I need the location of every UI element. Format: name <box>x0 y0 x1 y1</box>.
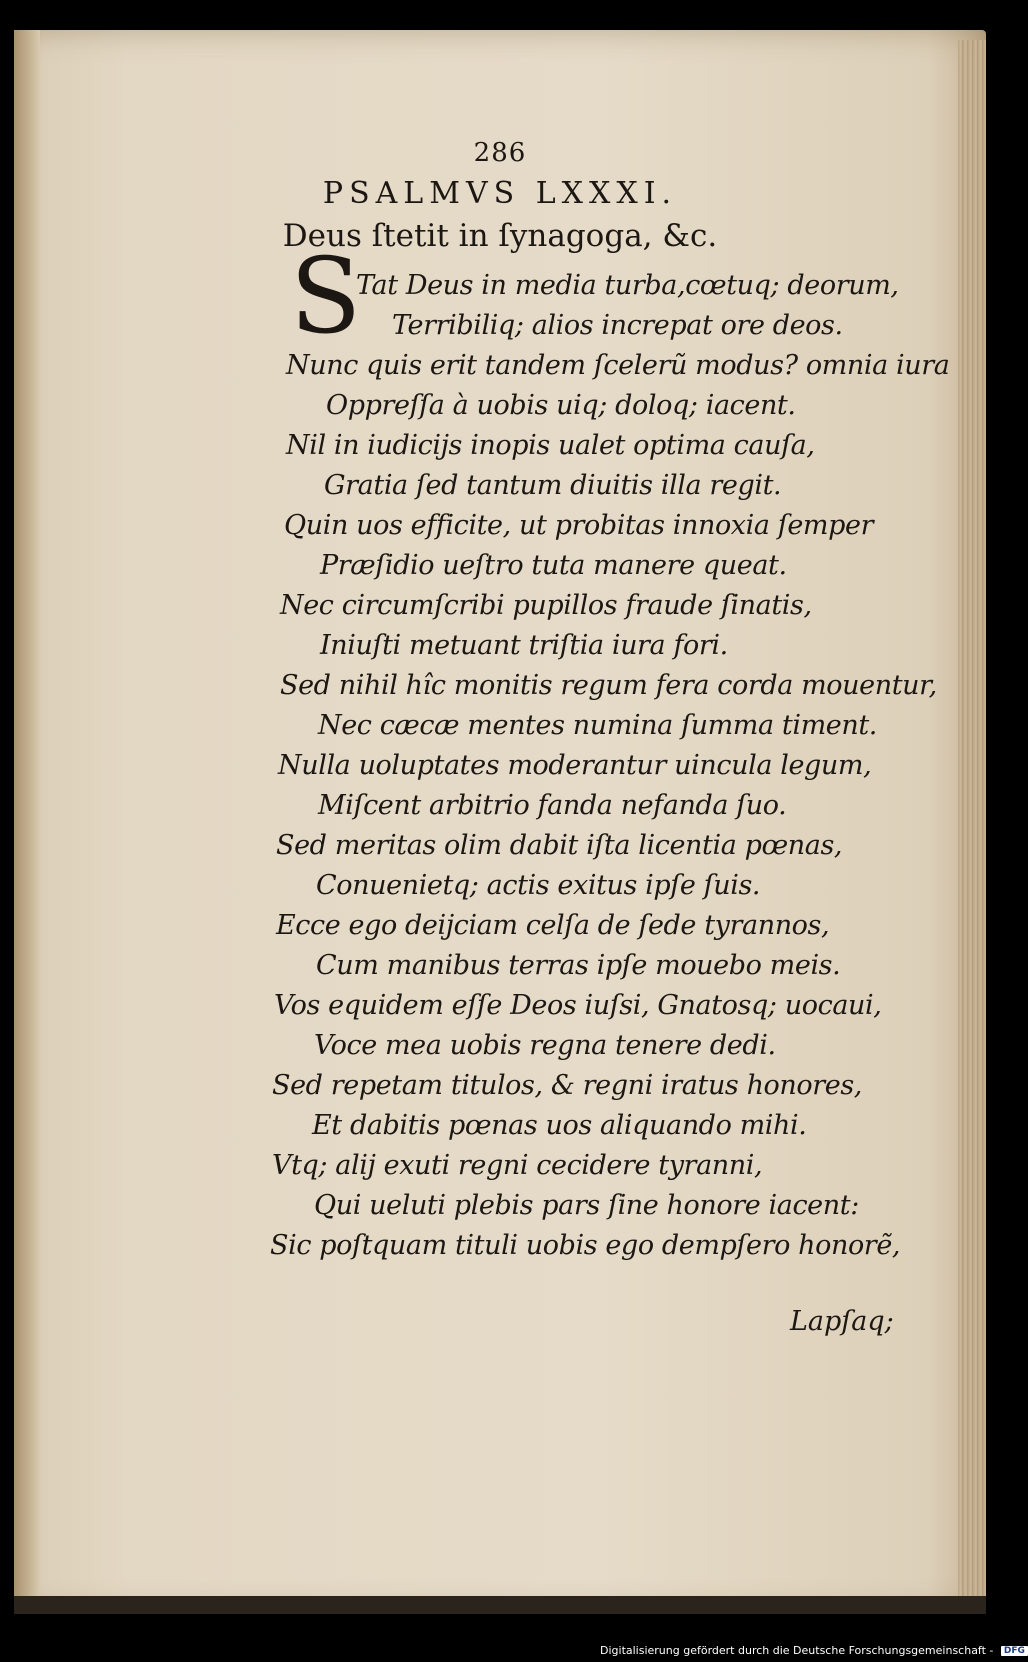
verse-line: Miſcent arbitrio fanda nefanda ſuo. <box>318 790 787 821</box>
catchword: Lapſaq; <box>790 1306 894 1337</box>
drop-cap: S <box>290 235 362 357</box>
page-bottom-shadow <box>14 1596 986 1614</box>
verse-line: Sed repetam titulos, & regni iratus honores, <box>272 1070 862 1101</box>
page-gutter <box>14 30 40 1612</box>
verse-line: Nil in iudicijs inopis ualet optima cauſa, <box>286 430 815 461</box>
verse-line: Vtq; alij exuti regni cecidere tyranni, <box>272 1150 763 1181</box>
verse-line: Qui ueluti plebis pars ſine honore iacent: <box>314 1190 859 1221</box>
dfg-logo-icon: DFG <box>1001 1646 1028 1656</box>
page-number: 286 <box>473 138 527 168</box>
verse-line: Voce mea uobis regna tenere dedi. <box>314 1030 776 1061</box>
verse-line: Terribiliq; alios increpat ore deos. <box>392 310 843 341</box>
verse-line: Sic poſtquam tituli uobis ego dempſero honorẽ, <box>270 1230 901 1261</box>
book-page <box>14 30 986 1612</box>
verse-line: Vos equidem eſſe Deos iuſsi, Gnatosq; uocaui, <box>274 990 882 1021</box>
verse-line: Et dabitis pœnas uos aliquando mihi. <box>312 1110 807 1141</box>
verse-line: Nec cæcæ mentes numina ſumma timent. <box>318 710 877 741</box>
psalm-title: PSALMVS LXXXI. <box>322 176 678 211</box>
verse-line: Conuenietq; actis exitus ipſe ſuis. <box>316 870 761 901</box>
verse-line: Cum manibus terras ipſe mouebo meis. <box>316 950 841 981</box>
digitization-credit <box>600 1644 1025 1657</box>
psalm-subtitle: Deus ſtetit in ſynagoga, &c. <box>282 218 718 254</box>
verse-line: Nec circumſcribi pupillos fraude ſinatis, <box>280 590 812 621</box>
verse-line: Gratia ſed tantum diuitis illa regit. <box>324 470 782 501</box>
verse-line: Sed meritas olim dabit iſta licentia pœnas, <box>276 830 843 861</box>
verse-line: Nulla uoluptates moderantur uincula legum, <box>278 750 872 781</box>
verse-line: Sed nihil hîc monitis regum fera corda mouentur, <box>280 670 937 701</box>
verse-line: Oppreſſa à uobis uiq; doloq; iacent. <box>326 390 796 421</box>
verse-line: Præſidio ueſtro tuta manere queat. <box>320 550 787 581</box>
verse-line: Iniuſti metuant triſtia iura fori. <box>320 630 728 661</box>
verse-line: Quin uos efficite, ut probitas innoxia ſemper <box>284 510 874 541</box>
verse-line: Nunc quis erit tandem ſcelerũ modus? omnia iura <box>286 350 950 381</box>
verse-line: Ecce ego deijciam celſa de ſede tyrannos, <box>276 910 830 941</box>
page-edge <box>958 40 986 1600</box>
credit-text: Digitalisierung gefördert durch die Deutsche Forschungsgemeinschaft - <box>600 1644 994 1657</box>
verse-line: Tat Deus in media turba,cœtuq; deorum, <box>356 270 899 301</box>
